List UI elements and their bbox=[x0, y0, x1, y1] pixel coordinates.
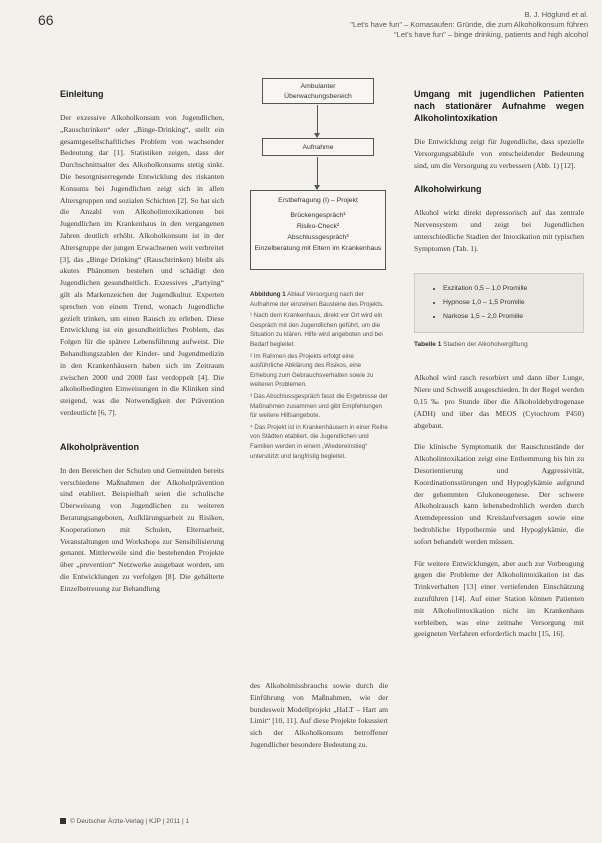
flow-arrow-down-icon bbox=[317, 157, 318, 189]
flow-box-project bbox=[250, 190, 386, 270]
table-caption-text: Stadien der Alkoholvergiftung bbox=[443, 340, 528, 348]
table-row: • Narkose 1,5 – 2,0 Promille bbox=[443, 310, 573, 324]
footer-text: © Deutscher Ärzte-Verlag | KJP | 2011 | 1 bbox=[70, 818, 190, 825]
figure-footnote: ⁴ Das Projekt ist in Krankenhäusern in einer Reihe von Städten etabliert, die Jugendlichen und Familien werden in einem „Wiedereinstieg“ unterstützt und langfristig begleitet. bbox=[250, 423, 388, 460]
flow-item: Brückengespräch¹ bbox=[290, 212, 346, 219]
flow-item: Risiko-Check² bbox=[296, 223, 340, 230]
treatment-paragraph: Für weitere Entwicklungen, aber auch zur Vorbeugung gegen die Probleme der Alkoholintoxikation ist das Trinkverhalten [13] einer vertiefenden Einschätzung zuzuführen [14]. Auf einer Station können Patienten mit Alkoholintoxikation nicht im Krankenhaus verbleiben, was eine zeitnahe Versorgung mit geeigneten Verfahren erforderlich macht [15, 16]. bbox=[414, 558, 584, 639]
intoxication-stages-table bbox=[414, 273, 584, 333]
page-footer bbox=[60, 818, 189, 825]
alcohol-effect-paragraph: Alkohol wirkt direkt depressorisch auf das zentrale Nervensystem und zeigt bei Jugendlichen unterschiedliche Stadien der Intoxikation mit typischen Symptomen (Tab. 1). bbox=[414, 208, 584, 253]
figure-caption bbox=[250, 290, 388, 461]
flowchart bbox=[250, 78, 388, 278]
introduction-paragraph: Der exzessive Alkoholkonsum von Jugendlichen, „Rauschtrinken“ oder „Binge-Drinking“, stellt ein gesamtgesellschaftliches Problem von wachsender Bedeutung dar [1]. Statistiken zeigen, dass der Durchschnittsalter des Alkoholkonsums stetig sinkt. Die besorgniserregende Entwicklung des riskanten Konsums bei Jugendlichen zeigt sich in allen Altersgruppen und sozialen Schichten [2]. So hat sich die Anzahl von Alkoholintoxikationen bei Jugendlichen im Krankenhaus in den vergangenen Jahren deutlich erhöht. Alkoholkonsum ist in der Altersgruppe der jungen Erwachsenen weit verbreitet [3], das „Binge Drinking“ (Rauschtrinken) bleibt als akutes Phänomen bestehen und schädigt den Jugendlichen gesundheitlich. Exzessives „Partying“ gilt als Markenzeichen der Jugendkultur. Experten sprechen von einem Trend, wonach Jugendliche gezielt trinken, um einen Rausch zu erleben. Diese Entwicklung ist ein gesundheitliches Problem, das Folgen für die spätere Lebensführung aufweist. Die Behandlungszahlen der Kinder- und Jugendmedizin in den Krankenhäusern haben sich im Zeitraum zwischen 2000 und 2008 fast verdoppelt [4]. Die alkoholbedingten Einweisungen in die Kliniken sind steigend, was die Notwendigkeit der Prävention verdeutlicht [6, 7]. bbox=[60, 113, 224, 417]
middle-bottom-paragraph: des Alkoholmissbrauchs sowie durch die Einführung von Maßnahmen, wie der bundesweit Modellprojekt „HaLT – Hart am Limit“ [10, 11]. Auf diese Projekte fokussiert sich der Alkoholkonsum betroffener Jugendlicher besondere Bedeutung zu. bbox=[250, 681, 388, 749]
middle-column-bottom bbox=[250, 680, 388, 761]
figure-footnote: ² Im Rahmen des Projekts erfolgt eine ausführliche Abklärung des Risikos, eine Erhebung zum Gebrauchsverhalten sowie zu weiteren Problemen. bbox=[250, 352, 374, 389]
footer-square-icon bbox=[60, 818, 66, 824]
figure-footnote: ³ Das Abschlussgespräch fasst die Ergebnisse der Maßnahmen zusammen und gibt Empfehlungen für weitere Hilfsangebote. bbox=[250, 392, 388, 420]
flow-box-project-title: Erstbefragung (I) – Projekt bbox=[278, 197, 358, 204]
left-column bbox=[60, 88, 224, 604]
section-heading-patient-care: Umgang mit jugendlichen Patienten nach stationärer Aufnahme wegen Alkoholintoxikation bbox=[414, 89, 584, 123]
table-row: • Hypnose 1,0 – 1,5 Promille bbox=[443, 296, 573, 310]
table-row: • Exzitation 0,5 – 1,0 Promille bbox=[443, 282, 573, 296]
figure-label: Abbildung 1 bbox=[250, 291, 286, 298]
running-header-authors: B. J. Höglund et al. bbox=[524, 10, 588, 19]
flow-box-emergency-line1: Ambulanter bbox=[300, 83, 336, 90]
running-header-title-en: "Let's have fun" – binge drinking, patients and high alcohol bbox=[394, 30, 588, 39]
section-heading-alcohol-effect: Alkoholwirkung bbox=[414, 184, 482, 195]
flow-box-emergency-line2: Überwachungsbereich bbox=[284, 93, 352, 100]
patient-care-paragraph: Die Entwicklung zeigt für Jugendliche, dass spezielle Versorgungsabläufe von entscheidender Bedeutung sind, um die Versorgung zu verbessern (Abb. 1) [12]. bbox=[414, 137, 584, 170]
figure-footnote: ¹ Nach dem Krankenhaus, direkt vor Ort wird ein Gespräch mit den Jugendlichen geführt, um die Situation zu klären. Hilfe wird angeboten und bei Bedarf begleitet. bbox=[250, 312, 383, 348]
symptoms-paragraph: Die klinische Symptomatik der Rauschzustände der Alkoholintoxikation zeigt eine Enthemmung bis hin zu Desorientierung und Aggressivität, Koordinationsstörungen und Hypoglykämie aufgrund der gehemmten Glukoneogenese. Der schwere Alkoholrausch kann lebensbedrohlich werden durch Atemdepression und Kreislaufversagen sowie eine bedrohliche Hypothermie und Hypoglykämie, die sofort behandelt werden müssen. bbox=[414, 442, 584, 546]
running-header-title-de: "Let's have fun" – Komasaufen: Gründe, die zum Alkoholkonsum führen bbox=[350, 20, 588, 29]
figure-caption-text: Ablauf Versorgung nach der Aufnahme der einzelnen Bausteine des Projekts. bbox=[250, 291, 384, 308]
page-number: 66 bbox=[38, 12, 54, 28]
middle-column bbox=[250, 78, 388, 463]
flow-item: Einzelberatung mit Eltern im Krankenhaus bbox=[254, 245, 382, 252]
prevention-paragraph: In den Bereichen der Schulen und Gemeinden bereits verschiedene Maßnahmen der Alkoholprävention sind etabliert. Beispielhaft seien die schulische Überweisung von Jugendlichen zu weiteren Beratungsangeboten, Aufklärungsarbeit zu Risiken, Kooperationen mit Schulen, Elternarbeit, Veranstaltungen und Workshops zur Sensibilisierung genannt. Mittlerweile sind die bestehenden Projekte über „prevention“ Netzwerke ausgebaut worden, um die Entwicklungen zu verfolgen [8]. Die gehälterte Einzelbetreuung zur Behandlung bbox=[60, 465, 224, 593]
flow-box-admission: Aufnahme bbox=[262, 138, 374, 156]
table-caption bbox=[414, 339, 584, 351]
right-column bbox=[414, 88, 584, 650]
section-heading-introduction: Einleitung bbox=[60, 89, 104, 99]
section-heading-prevention: Alkoholprävention bbox=[60, 441, 140, 452]
flow-arrow-down-icon bbox=[317, 105, 318, 137]
table-label: Tabelle 1 bbox=[414, 340, 442, 348]
flow-box-emergency bbox=[262, 78, 374, 104]
running-header bbox=[228, 10, 588, 40]
flow-item: Abschlussgespräch³ bbox=[287, 234, 349, 241]
resorption-paragraph: Alkohol wird rasch resorbiert und dann über Lunge, Niere und Schweiß ausgeschieden. In der Regel werden 0,15 ‰ pro Stunde über die Alkoholdehydrogenase (ADH) und über das MEOS (Cytochrom P450) abgebaut. bbox=[414, 373, 584, 430]
